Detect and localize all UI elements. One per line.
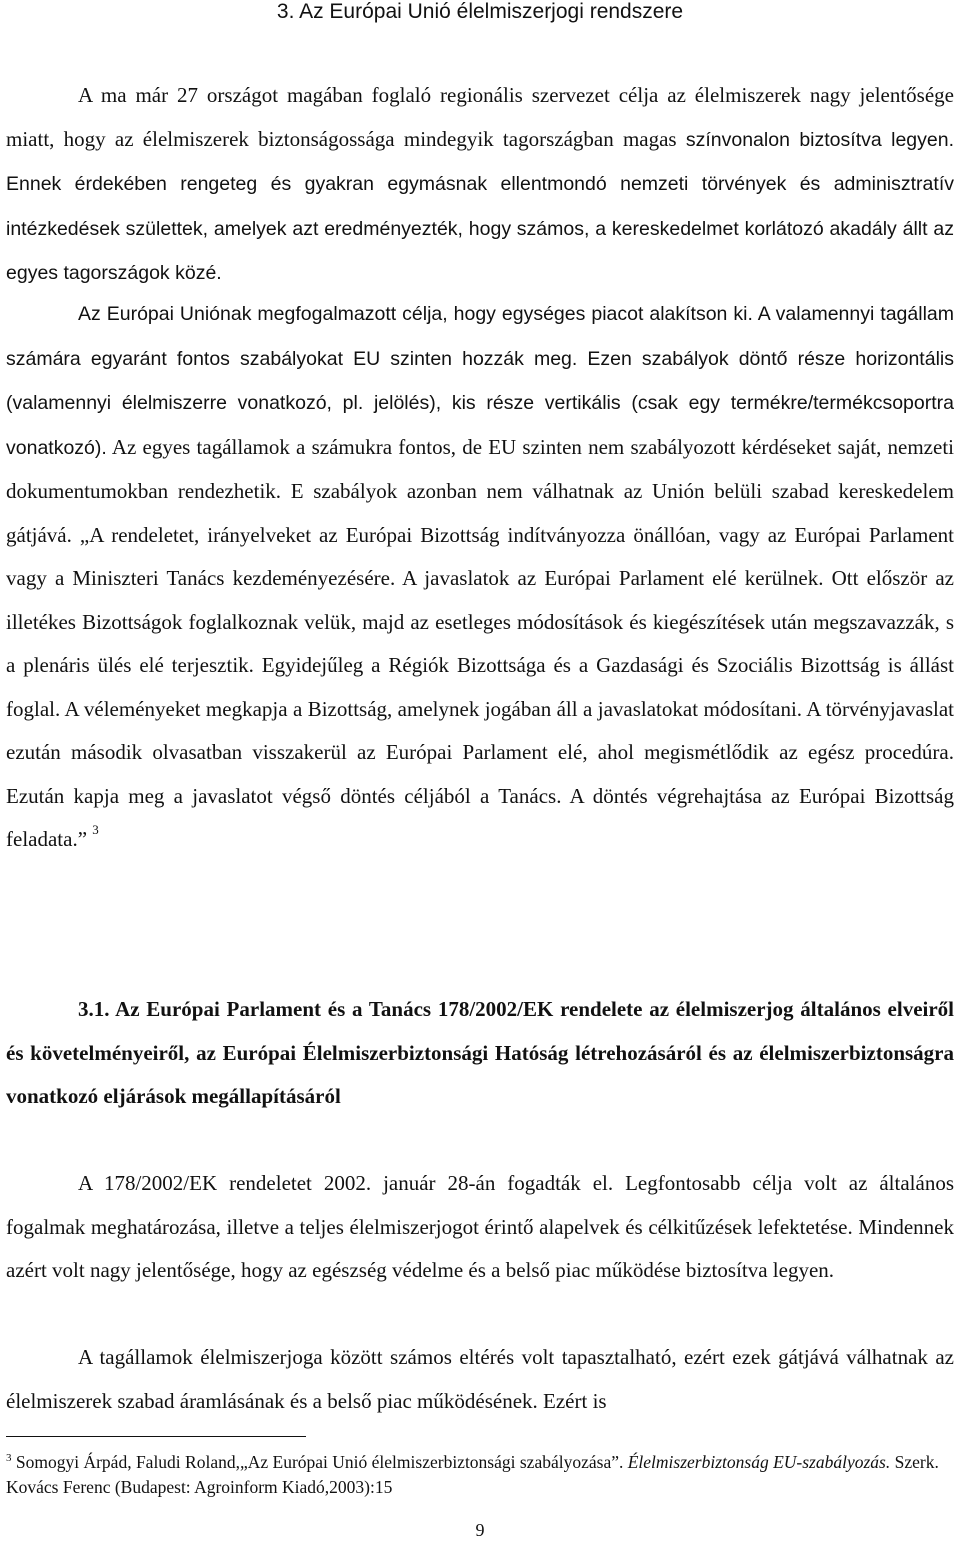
footnote-divider — [6, 1436, 306, 1437]
footnote — [6, 1446, 954, 1500]
intro-text-2: színvonalon biztosítva legyen. — [685, 128, 955, 151]
footnote-number: 3 — [6, 1452, 12, 1464]
subsection-heading: 3.1. Az Európai Parlament és a Tanács 178/2002/EK rendelete az élelmiszerjog általános elveiről és követelményeiről, az Európai Élelmiszerbiztonsági Hatóság létrehozásáról és az élelmiszerbiztonságra vonatkozó eljárások megállapításáról — [6, 997, 954, 1108]
footnote-text: Somogyi Árpád, Faludi Roland,„Az Európai Unió élelmiszerbiztonsági szabályozása”. — [11, 1451, 628, 1472]
regulation-paragraph: A 178/2002/EK rendeletet 2002. január 28-án fogadták el. Legfontosabb célja volt az általános fogalmak meghatározása, illetve a teljes élelmiszerjogot érintő alapelvek és célkitűzések lefektetése. Mindennek azért volt nagy jelentősége, hogy az egészség védelme és a belső piac működése biztosítva legyen. — [6, 1171, 954, 1282]
intro-text-3: Ennek érdekében rengeteg és gyakran egymásnak ellentmondó nemzeti törvények és adminisztratív intézkedések születtek, amelyek azt eredményezték, hogy — [6, 173, 954, 240]
eu-paragraph — [6, 292, 954, 862]
member-states-paragraph: A tagállamok élelmiszerjoga között számos eltérés volt tapasztalható, ezért ezek gátjává válhatnak az élelmiszerek szabad áramlásának és a belső piac működésének. Ezért is — [6, 1345, 954, 1413]
intro-text-1: A ma már 27 országot magában foglaló regionális szervezet célja az élelmiszerek nagy jelentősége miatt, hogy az élelmiszerek biztonságossága mindegyik tagországban magas — [6, 83, 954, 151]
intro-paragraph — [6, 74, 954, 296]
section-heading: 3. Az Európai Unió élelmiszerjogi rendszere — [276, 0, 684, 23]
footnote-reference: 3 — [92, 822, 99, 837]
intro-text-4: számos, a kereskedelmet korlátozó akadály állt az egyes tagországok közé. — [6, 217, 954, 284]
footnote-italic-title: Élelmiszerbiztonság EU-szabályozás. — [627, 1451, 891, 1472]
eu-text-2: Az egyes tagállamok a számukra fontos, de EU szinten nem szabályozott kérdéseket saját, nemzeti dokumentumokban rendezhetik. E szabályok azonban nem válhatnak az Unión belüli szabad kereskedelem gátjává. „A rendeletet, irányelveket az Európai Bizottság indítványozza önállóan, vagy az Európai Parlament vagy a Miniszteri Tanács kezdeményezésére. A javaslatok az Európai Parlament elé kerülnek. Ott először az illetékes Bizottságok foglalkoznak velük, majd az esetleges módosítások és kiegészítések után megszavazzák, s a plenáris ülés elé terjesztik. Egyidejűleg a Régiók Bizottsága és a Gazdasági és Szociális Bizottság is állást foglal. A véleményeket megkapja a Bizottság, amelynek jogában áll a javaslatokat módosítani. A törvényjavaslat ezután második olvasatban visszakerül az Európai Parlament elé, ahol megismétlődik az egész procedúra. Ezután kapja meg a javaslatot végső döntés céljából a Tanács. A döntés végrehajtása az Európai Bizottság feladata.” — [6, 434, 954, 851]
eu-text-1: Az Európai Uniónak megfogalmazott célja, hogy egységes piacot alakítson ki. A valamennyi tagállam számára egyaránt fontos szabályokat EU szinten hozzák meg. Ezen szabályok döntő része horizontális (valamennyi élelmiszerre vonatkozó, pl. jelölés), kis része vertikális (csak egy termékre/termékcsoportra vonatkozó). — [6, 303, 954, 459]
page-number: 9 — [475, 1520, 485, 1540]
footnote-rest: Szerk. Kovács Ferenc (Budapest: Agroinform Kiadó,2003):15 — [6, 1451, 939, 1497]
